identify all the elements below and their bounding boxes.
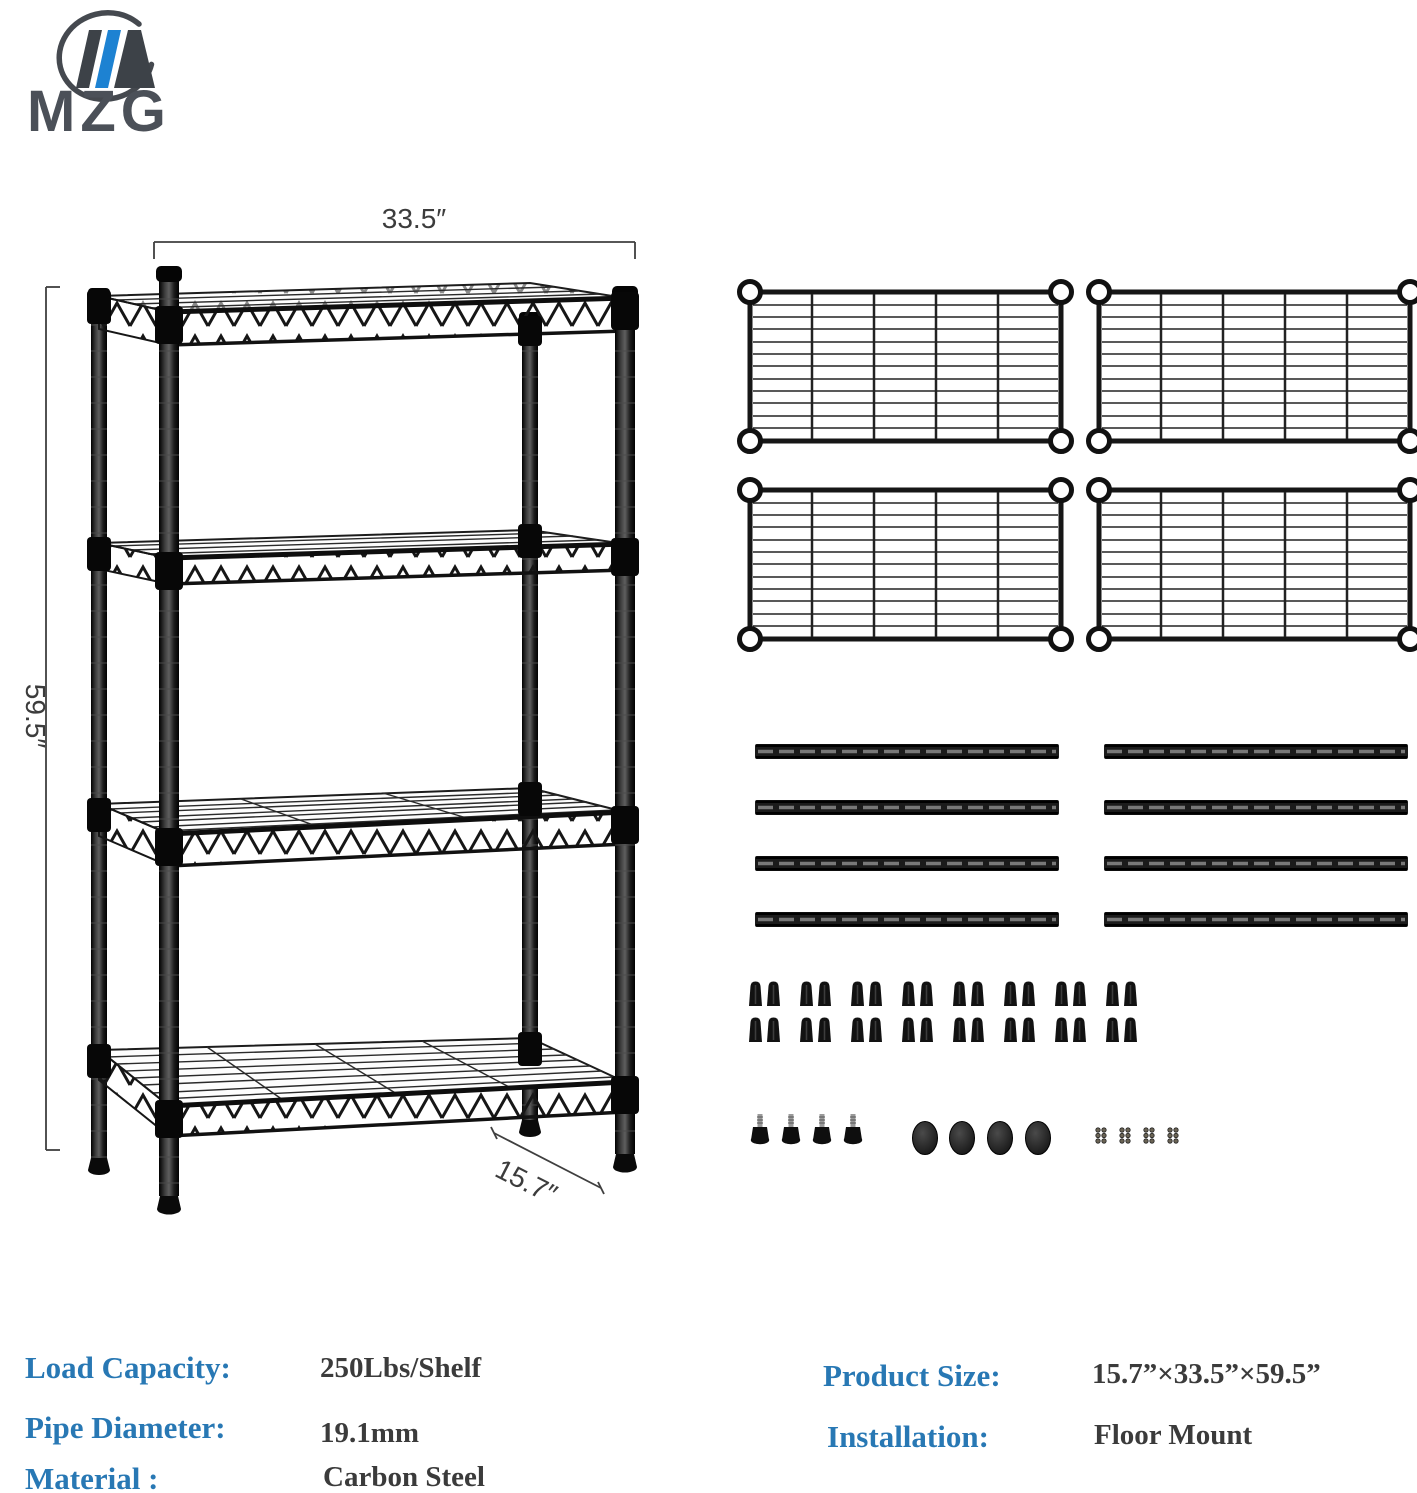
- pole-section-part: [755, 912, 1059, 927]
- parts-screw-sets: [1096, 1128, 1178, 1143]
- spec-value-pipe-diameter: 19.1mm: [320, 1417, 420, 1449]
- back-right-post: [519, 312, 541, 1120]
- pole-section-part: [1104, 912, 1408, 927]
- front-left-post: [156, 266, 182, 1196]
- depth-dimension-label: 15.7″: [490, 1153, 563, 1210]
- parts-pole-sections: [755, 744, 1408, 927]
- brand-logo: [27, 3, 171, 144]
- spec-label-product-size: Product Size:: [823, 1358, 1001, 1393]
- wire-shelf-part: [740, 282, 1072, 452]
- pole-section-part: [755, 744, 1059, 759]
- front-right-post: [612, 286, 638, 1154]
- spec-value-material: Carbon Steel: [323, 1461, 485, 1493]
- back-left-post: [88, 288, 110, 1158]
- spec-value-installation: Floor Mount: [1094, 1419, 1253, 1451]
- shelving-unit-illustration: [87, 266, 639, 1215]
- parts-end-caps: [913, 1122, 1051, 1155]
- spec-value-load-capacity: 250Lbs/Shelf: [320, 1352, 482, 1384]
- width-dimension-label: 33.5″: [381, 203, 447, 234]
- parts-sleeve-clips-row-2: [749, 1018, 1137, 1043]
- pole-section-part: [1104, 744, 1408, 759]
- spec-label-pipe-diameter: Pipe Diameter:: [25, 1410, 226, 1445]
- parts-sleeve-clips-row-1: [749, 982, 1137, 1007]
- spec-value-product-size: 15.7”×33.5”×59.5”: [1092, 1358, 1321, 1390]
- pole-section-part: [1104, 856, 1408, 871]
- height-dimension-label: 59.5″: [20, 683, 51, 749]
- spec-label-material: Material :: [25, 1461, 159, 1493]
- pole-section-part: [755, 856, 1059, 871]
- pole-section-part: [755, 800, 1059, 815]
- wire-shelf-part: [1089, 282, 1417, 452]
- width-dimension: [154, 203, 635, 259]
- parts-leveling-feet: [751, 1114, 862, 1144]
- brand-name: MZG: [27, 79, 171, 144]
- height-dimension: [20, 287, 60, 1150]
- spec-label-installation: Installation:: [827, 1419, 989, 1454]
- parts-wire-shelves: [740, 282, 1417, 650]
- wire-shelf-part: [1089, 480, 1417, 650]
- depth-dimension: [491, 1127, 604, 1210]
- pole-section-part: [1104, 800, 1408, 815]
- wire-shelf-part: [740, 480, 1072, 650]
- spec-label-load-capacity: Load Capacity:: [25, 1350, 231, 1385]
